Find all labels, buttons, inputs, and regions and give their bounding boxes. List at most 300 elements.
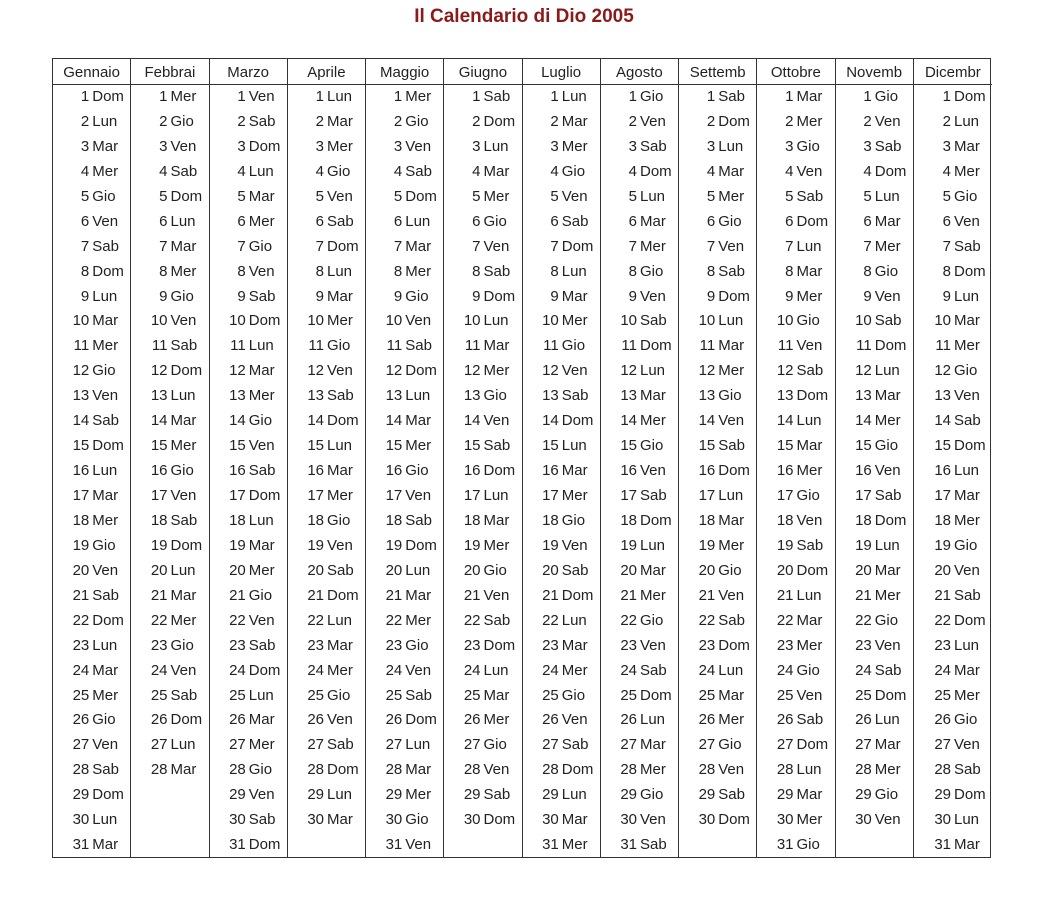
day-cell: 5 Mer [706,187,745,205]
day-cell: 27 Gio [698,736,742,754]
day-cell: 20 Gio [698,561,742,579]
month-header: Novemb [836,59,913,85]
day-cell: 4 Mer [80,162,119,180]
day-cell: 17 Sab [620,487,667,504]
day-cell: 29 Gio [620,786,664,804]
day-cell: 30 Sab [229,811,276,829]
day-cell: 10 Sab [620,312,667,330]
day-cell: 2 Gio [393,112,429,130]
day-cell: 10 Mer [542,312,588,330]
day-cell: 18 Lun [229,511,274,529]
day-cell: 28 Sab [934,761,981,779]
day-cell: 20 Mar [620,561,666,579]
day-cell: 7 Mar [393,237,432,255]
day-cell: 9 Mar [550,287,588,305]
day-cell: 16 Dom [698,462,750,480]
day-cell: 10 Mer [307,312,353,330]
page-title: Il Calendario di Dio 2005 [414,6,634,27]
day-cell: 20 Ven [72,561,119,579]
day-cell: 20 Lun [385,561,431,579]
day-cell: 7 Ven [706,237,745,255]
day-cell: 25 Gio [542,686,586,704]
day-cell: 23 Mar [307,636,353,654]
month-column [914,59,992,857]
day-cell: 13 Mar [855,387,901,405]
day-cell: 20 Mer [229,561,275,579]
day-cell: 8 Gio [863,262,899,280]
month-header: Aprile [288,59,365,85]
day-cell: 13 Ven [934,387,980,405]
day-cell: 22 Sab [463,611,511,629]
day-cell: 14 Dom [542,412,594,430]
day-cell: 13 Mer [229,387,275,405]
day-cell: 25 Sab [150,686,198,704]
day-cell: 15 Dom [72,437,124,455]
day-cell: 9 Gio [393,287,429,305]
day-cell: 8 Lun [315,262,353,280]
day-cell: 11 Sab [151,337,198,355]
day-cell: 30 Dom [698,811,750,829]
day-cell: 6 Ven [80,212,119,230]
calendar-table [52,58,991,858]
day-cell: 5 Dom [159,187,203,205]
day-cell: 21 Gio [229,586,273,604]
day-cell: 11 Gio [308,337,351,355]
day-cell: 10 Lun [698,312,744,330]
day-cell: 23 Mar [542,636,588,654]
day-cell: 6 Sab [550,212,589,230]
day-cell: 9 Lun [80,287,118,305]
day-cell: 20 Sab [542,561,589,579]
day-cell: 17 Ven [150,487,197,504]
day-cell: 9 Gio [159,287,194,305]
day-cell: 3 Mar [80,137,119,155]
day-cell: 13 Lun [385,387,431,405]
day-cell: 28 Gio [229,761,273,779]
day-cell: 11 Lun [230,337,274,355]
day-cell: 31 Sab [620,836,667,854]
day-cell: 25 Ven [776,686,823,704]
day-cell: 5 Ven [315,187,353,205]
day-cell: 22 Sab [698,611,745,629]
day-cell: 1 Sab [472,88,511,105]
day-cell: 29 Lun [307,786,353,804]
day-cell: 12 Ven [542,362,588,380]
day-cell: 24 Sab [855,661,902,679]
day-cell: 12 Dom [385,362,437,380]
day-cell: 25 Dom [855,686,907,704]
day-cell: 16 Gio [150,462,194,480]
day-cell: 22 Ven [229,611,275,629]
day-cell: 16 Lun [72,462,118,480]
day-cell: 25 Lun [229,686,274,704]
day-cell: 9 Ven [628,287,666,305]
day-cell: 16 Lun [934,462,980,480]
month-column [601,59,679,857]
day-cell: 23 Gio [150,636,194,654]
day-cell: 13 Gio [463,387,507,405]
day-cell: 6 Dom [785,212,829,230]
day-cell: 10 Lun [463,312,509,330]
day-cell: 24 Ven [150,661,197,679]
day-cell: 7 Dom [550,237,594,255]
day-cell: 7 Dom [315,237,359,255]
day-cell: 24 Lun [698,661,744,679]
day-cell: 4 Mer [942,162,980,180]
day-cell: 22 Gio [620,611,664,629]
day-cell: 25 Gio [307,686,351,704]
day-cell: 19 Ven [307,536,353,554]
day-cell: 15 Mer [385,437,432,455]
day-cell: 28 Mer [855,761,901,779]
day-cell: 20 Mar [855,561,901,579]
day-cell: 9 Dom [706,287,750,305]
day-cell: 26 Dom [385,711,437,729]
day-cell: 2 Dom [472,112,516,130]
day-cell: 18 Sab [150,511,198,529]
day-cell: 27 Ven [72,736,119,754]
day-cell: 21 Sab [72,586,119,604]
day-cell: 15 Dom [934,437,986,455]
day-cell: 29 Sab [698,786,745,804]
day-cell: 19 Ven [542,536,588,554]
day-cell: 18 Sab [385,511,432,529]
day-cell: 13 Lun [150,387,196,405]
day-cell: 24 Mar [72,661,119,679]
day-cell: 20 Ven [934,561,980,579]
day-cell: 10 Mar [72,312,119,330]
day-cell: 9 Dom [472,287,516,305]
day-cell: 2 Mer [785,112,823,130]
month-column [131,59,209,857]
day-cell: 29 Mer [385,786,432,804]
day-cell: 10 Mar [934,312,980,330]
day-cell: 14 Lun [776,412,822,430]
day-cell: 24 Mer [542,661,588,679]
day-cell: 22 Lun [307,611,353,629]
day-cell: 8 Sab [472,262,511,280]
day-cell: 10 Dom [229,312,281,330]
day-cell: 17 Lun [698,487,744,504]
day-cell: 26 Gio [72,711,116,729]
day-cell: 23 Dom [698,636,750,654]
day-cell: 3 Ven [393,137,432,155]
day-cell: 13 Ven [72,387,119,405]
day-cell: 30 Mar [542,811,588,829]
day-cell: 8 Mer [159,262,197,280]
day-cell: 21 Lun [776,586,822,604]
day-cell: 30 Dom [463,811,516,829]
day-cell: 26 Sab [776,711,824,729]
day-cell: 6 Lun [393,212,431,230]
day-cell: 22 Lun [542,611,587,629]
day-cell: 11 Mer [73,337,119,355]
month-column [288,59,366,857]
day-cell: 17 Mer [542,487,588,504]
day-cell: 6 Gio [472,212,507,230]
day-cell: 2 Dom [706,112,750,130]
day-cell: 1 Lun [550,88,587,105]
day-cell: 18 Gio [307,511,351,529]
day-cell: 20 Gio [463,561,507,579]
day-cell: 23 Lun [72,636,118,654]
day-cell: 14 Mar [385,412,432,430]
day-cell: 1 Dom [80,88,124,105]
day-cell: 29 Mar [776,786,823,804]
day-cell: 16 Mer [776,462,823,480]
day-cell: 16 Mar [542,462,588,480]
day-cell: 31 Dom [229,836,281,854]
day-cell: 18 Gio [542,511,586,529]
day-cell: 3 Sab [628,137,667,155]
day-cell: 6 Ven [942,212,980,230]
day-cell: 28 Dom [542,761,594,779]
day-cell: 21 Dom [542,586,594,604]
day-cell: 4 Ven [785,162,823,180]
day-cell: 4 Dom [863,162,907,180]
day-cell: 16 Ven [855,462,901,480]
day-cell: 18 Mar [463,511,510,529]
day-cell: 10 Gio [776,312,820,330]
day-cell: 5 Mer [472,187,510,205]
day-cell: 10 Sab [855,312,902,330]
day-cell: 14 Mar [150,412,197,430]
day-cell: 12 Gio [934,362,978,380]
day-cell: 28 Dom [307,761,359,779]
day-cell: 26 Dom [150,711,203,729]
day-cell: 13 Sab [307,387,354,405]
day-cell: 1 Mar [785,88,823,105]
month-header: Luglio [523,59,600,85]
day-cell: 11 Dom [856,337,907,355]
day-cell: 8 Lun [550,262,587,280]
day-cell: 11 Mer [935,337,980,355]
day-cell: 15 Mar [776,437,823,455]
day-cell: 28 Ven [463,761,510,779]
day-cell: 4 Sab [159,162,198,180]
day-cell: 14 Sab [934,412,981,430]
day-cell: 27 Lun [150,736,196,754]
day-cell: 29 Dom [934,786,986,804]
day-cell: 21 Mer [855,586,901,604]
day-cell: 12 Dom [150,362,203,380]
day-cell: 6 Gio [706,212,742,230]
day-cell: 3 Lun [472,137,509,155]
day-cell: 5 Dom [393,187,437,205]
month-header: Dicembr [914,59,992,85]
day-cell: 18 Dom [620,511,672,529]
day-cell: 29 Ven [229,786,275,804]
day-cell: 26 Mer [463,711,510,729]
day-cell: 8 Dom [942,262,986,280]
day-cell: 11 Dom [621,337,672,355]
day-cell: 5 Gio [942,187,978,205]
day-cell: 25 Mer [934,686,980,704]
day-cell: 30 Ven [620,811,666,829]
day-cell: 28 Mer [620,761,666,779]
day-cell: 3 Gio [785,137,820,155]
day-cell: 1 Mer [159,88,197,105]
day-cell: 6 Sab [315,212,354,230]
day-cell: 27 Sab [307,736,354,754]
day-cell: 16 Dom [463,462,516,480]
day-cell: 26 Lun [855,711,900,729]
day-cell: 2 Ven [628,112,666,130]
day-cell: 5 Lun [628,187,666,205]
day-cell: 4 Mar [472,162,510,180]
day-cell: 7 Mer [863,237,901,255]
month-header: Marzo [210,59,287,85]
day-cell: 17 Mer [307,487,353,504]
day-cell: 9 Mar [315,287,353,305]
day-cell: 14 Mer [855,412,901,430]
day-cell: 8 Mer [393,262,432,280]
day-cell: 25 Mar [463,686,510,704]
day-cell: 29 Lun [542,786,587,804]
day-cell: 29 Dom [72,786,124,804]
day-cell: 15 Lun [307,437,353,455]
day-cell: 18 Mar [698,511,745,529]
day-cell: 12 Ven [307,362,353,380]
day-cell: 31 Mer [542,836,588,854]
day-cell: 19 Dom [385,536,437,554]
day-cell: 24 Mar [934,661,980,679]
day-cell: 6 Mar [863,212,901,230]
day-cell: 27 Mar [855,736,901,754]
day-cell: 23 Gio [385,636,429,654]
day-cell: 8 Mar [785,262,823,280]
day-cell: 15 Gio [620,437,664,455]
day-cell: 20 Dom [776,561,829,579]
day-cell: 4 Gio [315,162,351,180]
day-cell: 13 Sab [542,387,589,405]
day-cell: 23 Ven [855,636,901,654]
day-cell: 22 Dom [72,611,124,629]
day-cell: 1 Ven [237,88,275,105]
day-cell: 26 Ven [307,711,353,729]
day-cell: 1 Dom [942,88,986,105]
day-cell: 25 Dom [620,686,672,704]
day-cell: 23 Dom [463,636,516,654]
day-cell: 7 Ven [472,237,510,255]
day-cell: 21 Dom [307,586,359,604]
day-cell: 9 Ven [863,287,901,305]
day-cell: 14 Gio [229,412,273,430]
day-cell: 28 Mar [150,761,197,779]
day-cell: 21 Ven [463,586,510,604]
day-cell: 12 Lun [855,362,900,380]
month-header: Maggio [366,59,443,85]
day-cell: 27 Ven [934,736,980,754]
month-column [679,59,757,857]
day-cell: 22 Mar [776,611,823,629]
month-column [523,59,601,857]
day-cell: 3 Sab [863,137,902,155]
day-cell: 10 Ven [150,312,197,330]
day-cell: 26 Mar [229,711,275,729]
day-cell: 21 Mar [385,586,432,604]
day-cell: 24 Sab [620,661,667,679]
day-cell: 27 Lun [385,736,431,754]
month-column [366,59,444,857]
day-cell: 27 Sab [542,736,589,754]
day-cell: 17 Sab [855,487,902,504]
day-cell: 26 Gio [934,711,978,729]
day-cell: 21 Ven [698,586,745,604]
day-cell: 16 Sab [229,462,276,480]
day-cell: 19 Mer [698,536,745,554]
day-cell: 16 Mar [307,462,353,480]
day-cell: 6 Mer [237,212,275,230]
day-cell: 30 Mar [307,811,353,829]
day-cell: 14 Ven [698,412,745,430]
day-cell: 30 Ven [855,811,901,829]
day-cell: 5 Lun [863,187,900,205]
day-cell: 30 Lun [72,811,118,829]
day-cell: 17 Dom [229,487,281,504]
day-cell: 7 Sab [80,237,119,255]
day-cell: 20 Lun [150,561,196,579]
day-cell: 27 Gio [463,736,507,754]
day-cell: 31 Mar [72,836,119,854]
day-cell: 4 Sab [393,162,432,180]
day-cell: 17 Gio [776,487,820,504]
month-header: Giugno [444,59,521,85]
day-cell: 28 Sab [72,761,119,779]
day-cell: 10 Ven [385,312,432,330]
day-cell: 11 Mar [699,337,745,355]
day-cell: 11 Mar [464,337,510,355]
day-cell: 31 Gio [776,836,820,854]
month-column [757,59,835,857]
day-cell: 12 Mer [698,362,745,380]
day-cell: 9 Sab [237,287,276,305]
day-cell: 8 Gio [628,262,664,280]
day-cell: 29 Gio [855,786,899,804]
month-column [53,59,131,857]
day-cell: 8 Sab [706,262,745,280]
month-header: Settemb [679,59,756,85]
day-cell: 14 Mer [620,412,666,430]
day-cell: 22 Dom [934,611,986,629]
day-cell: 12 Lun [620,362,666,380]
day-cell: 3 Lun [706,137,744,155]
day-cell: 2 Lun [942,112,980,130]
day-cell: 25 Mer [72,686,119,704]
day-cell: 17 Mar [72,487,119,504]
day-cell: 28 Mar [385,761,432,779]
day-cell: 13 Mar [620,387,666,405]
day-cell: 11 Sab [386,337,432,355]
day-cell: 24 Lun [463,661,509,679]
day-cell: 19 Gio [934,536,978,554]
day-cell: 7 Sab [942,237,981,255]
day-cell: 30 Mer [776,811,823,829]
day-cell: 15 Gio [855,437,899,455]
day-cell: 3 Mer [550,137,588,155]
day-cell: 14 Dom [307,412,359,430]
day-cell: 30 Gio [385,811,429,829]
day-cell: 14 Ven [463,412,510,430]
day-cell: 26 Lun [620,711,666,729]
day-cell: 22 Gio [855,611,899,629]
day-cell: 5 Gio [80,187,116,205]
month-header: Gennaio [53,59,130,85]
day-cell: 19 Mer [463,536,510,554]
day-cell: 11 Ven [777,337,823,355]
day-cell: 30 Lun [934,811,980,829]
day-cell: 15 Ven [229,437,275,455]
